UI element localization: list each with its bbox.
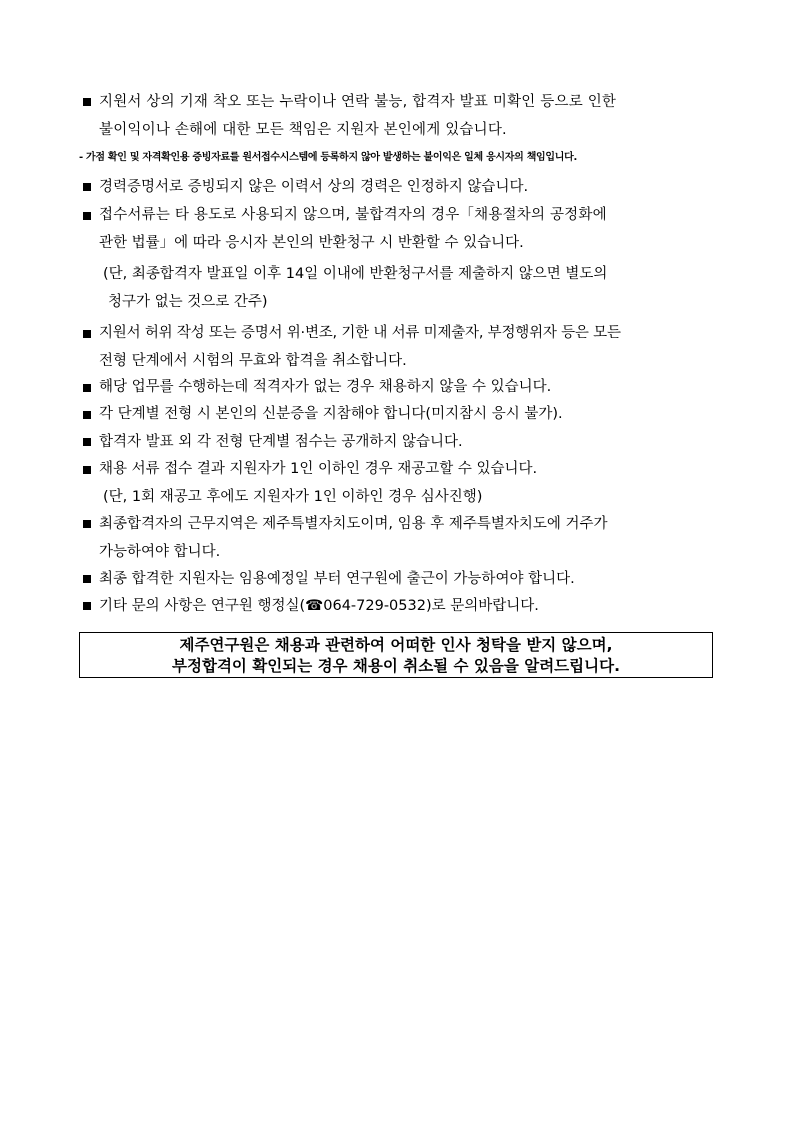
- bullet-square-icon: [83, 438, 91, 446]
- note-line: (단, 1회 재공고 후에도 지원자가 1인 이하인 경우 심사진행): [103, 489, 483, 505]
- bullet-square-icon: [83, 575, 91, 583]
- bullet-square-icon: [83, 520, 91, 528]
- note-line: 불이익이나 손해에 대한 모든 책임은 지원자 본인에게 있습니다.: [99, 122, 507, 138]
- note-line: 전형 단계에서 시험의 무효와 합격을 취소합니다.: [99, 353, 407, 369]
- note-line: 접수서류는 타 용도로 사용되지 않으며, 불합격자의 경우「채용절차의 공정화에: [99, 207, 607, 223]
- note-line: 관한 법률」에 따라 응시자 본인의 반환청구 시 반환할 수 있습니다.: [99, 235, 524, 251]
- note-line: (단, 최종합격자 발표일 이후 14일 이내에 반환청구서를 제출하지 않으면 별도의: [103, 266, 608, 282]
- bold-dash-note: - 가점 확인 및 자격확인용 증빙자료를 원서접수시스템에 등록하지 않아 발생하는 불이익은 일체 응시자의 책임입니다.: [79, 152, 577, 163]
- notice-box: [79, 632, 713, 678]
- note-line: 지원서 상의 기재 착오 또는 누락이나 연락 불능, 합격자 발표 미확인 등으로 인한: [99, 94, 617, 110]
- bullet-square-icon: [83, 466, 91, 474]
- bullet-square-icon: [83, 384, 91, 392]
- note-line: 각 단계별 전형 시 본인의 신분증을 지참해야 합니다(미지참시 응시 불가).: [99, 406, 563, 422]
- bullet-square-icon: [83, 183, 91, 191]
- notice-line-2: 부정합격이 확인되는 경우 채용이 취소될 수 있음을 알려드립니다.: [172, 657, 620, 675]
- note-line: 최종 합격한 지원자는 임용예정일 부터 연구원에 출근이 가능하여야 합니다.: [99, 571, 575, 587]
- note-line: 합격자 발표 외 각 전형 단계별 점수는 공개하지 않습니다.: [99, 434, 463, 450]
- note-line: 경력증명서로 증빙되지 않은 이력서 상의 경력은 인정하지 않습니다.: [99, 179, 529, 195]
- note-line: 기타 문의 사항은 연구원 행정실(☎064-729-0532)로 문의바랍니다.: [99, 598, 539, 614]
- note-line: 지원서 허위 작성 또는 증명서 위·변조, 기한 내 서류 미제출자, 부정행위자 등은 모든: [99, 325, 621, 341]
- bullet-square-icon: [83, 602, 91, 610]
- note-line: 가능하여야 합니다.: [99, 544, 221, 560]
- note-line: 채용 서류 접수 결과 지원자가 1인 이하인 경우 재공고할 수 있습니다.: [99, 461, 538, 477]
- note-line: 최종합격자의 근무지역은 제주특별자치도이며, 임용 후 제주특별자치도에 거주가: [99, 516, 608, 532]
- note-line: 해당 업무를 수행하는데 적격자가 없는 경우 채용하지 않을 수 있습니다.: [99, 379, 552, 395]
- note-line: 청구가 없는 것으로 간주): [108, 294, 268, 310]
- bullet-square-icon: [83, 98, 91, 106]
- notice-line-1: 제주연구원은 채용과 관련하여 어떠한 인사 청탁을 받지 않으며,: [179, 636, 613, 654]
- bullet-square-icon: [83, 411, 91, 419]
- bullet-square-icon: [83, 330, 91, 338]
- bullet-square-icon: [83, 212, 91, 220]
